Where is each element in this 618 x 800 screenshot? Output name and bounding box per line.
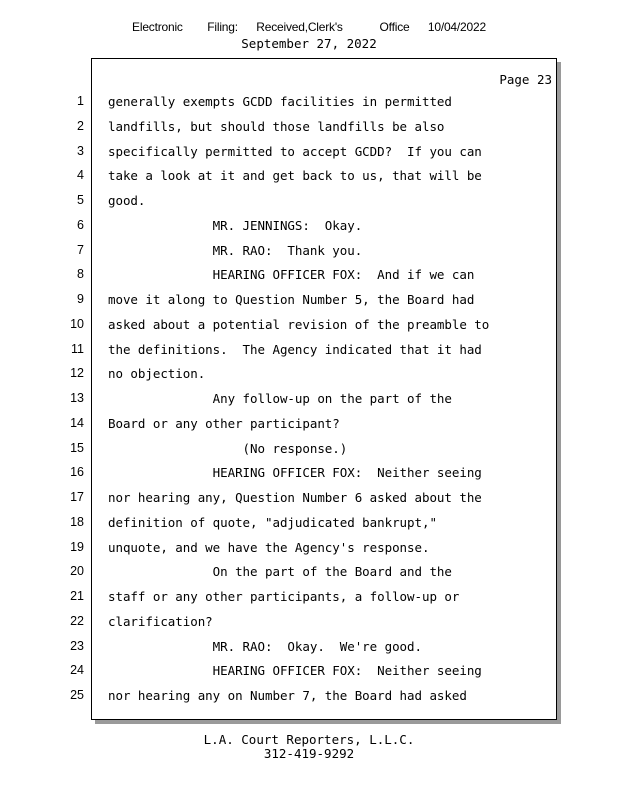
line-text: staff or any other participants, a follow-up or — [108, 589, 460, 604]
transcript-line — [0, 488, 618, 508]
transcript-line — [0, 142, 618, 162]
transcript-line — [0, 439, 618, 459]
line-number: 21 — [70, 589, 84, 603]
reporter-phone: 312-419-9292 — [263, 746, 355, 761]
line-text: nor hearing any on Number 7, the Board had asked — [108, 688, 467, 703]
line-number: 18 — [70, 514, 84, 529]
transcript-line — [0, 562, 618, 582]
transcript-line — [0, 92, 618, 112]
line-number: 5 — [77, 193, 84, 207]
line-number: 25 — [70, 688, 84, 702]
transcript-line — [0, 216, 618, 236]
line-number: 16 — [70, 465, 84, 480]
line-text: unquote, and we have the Agency's response. — [108, 539, 430, 555]
reporter-company: L.A. Court Reporters, L.L.C. — [203, 732, 415, 747]
line-text: HEARING OFFICER FOX: Neither seeing — [108, 465, 482, 481]
line-text: nor hearing any, Question Number 6 asked about the — [108, 490, 482, 505]
line-number: 23 — [70, 638, 84, 653]
transcript-line — [0, 637, 618, 657]
transcript-line — [0, 166, 618, 186]
transcript-line — [0, 414, 618, 434]
transcript-line — [0, 117, 618, 137]
line-number: 17 — [70, 490, 84, 504]
line-text: HEARING OFFICER FOX: Neither seeing — [108, 663, 482, 679]
line-text: no objection. — [108, 366, 206, 382]
line-number: 20 — [70, 564, 84, 579]
line-text: definition of quote, "adjudicated bankrupt," — [108, 514, 437, 530]
line-text: MR. RAO: Thank you. — [108, 242, 363, 258]
transcript-line — [0, 340, 618, 360]
line-text: MR. RAO: Okay. We're good. — [108, 638, 422, 654]
line-text: generally exempts GCDD facilities in permitted — [108, 94, 452, 109]
line-text: clarification? — [108, 613, 213, 629]
line-number: 7 — [77, 242, 84, 257]
line-text: (No response.) — [108, 440, 348, 456]
line-number: 8 — [77, 267, 84, 282]
line-text: Any follow-up on the part of the — [108, 391, 452, 406]
transcript-line — [0, 612, 618, 632]
line-number: 15 — [70, 440, 84, 455]
transcript-line — [0, 686, 618, 706]
line-number: 6 — [77, 217, 84, 232]
transcript-line — [0, 513, 618, 533]
line-number: 9 — [77, 292, 84, 306]
transcript-line — [0, 463, 618, 483]
line-text: move it along to Question Number 5, the Board had — [108, 292, 475, 307]
filing-stamp: Electronic Filing: Received,Clerk's Office 10/04/2022 — [132, 20, 486, 34]
transcript-line — [0, 364, 618, 384]
line-number: 13 — [70, 391, 84, 405]
line-number: 11 — [71, 341, 84, 356]
line-text: On the part of the Board and the — [108, 564, 452, 580]
transcript-line — [0, 290, 618, 310]
line-number: 12 — [70, 366, 84, 381]
line-text: good. — [108, 193, 146, 208]
page-number: Page 23 — [499, 72, 552, 87]
line-text: specifically permitted to accept GCDD? If you can — [108, 143, 482, 159]
transcript-line — [0, 538, 618, 558]
line-text: take a look at it and get back to us, that will be — [108, 168, 482, 184]
line-text: the definitions. The Agency indicated that it had — [108, 341, 482, 357]
transcript-line — [0, 315, 618, 335]
transcript-line — [0, 241, 618, 261]
transcript-line — [0, 265, 618, 285]
line-number: 3 — [77, 143, 84, 158]
line-number: 1 — [77, 94, 84, 108]
transcript-line — [0, 661, 618, 681]
line-number: 10 — [70, 316, 84, 331]
line-number: 22 — [70, 613, 84, 628]
transcript-line — [0, 587, 618, 607]
line-number: 24 — [70, 663, 84, 678]
line-number: 19 — [70, 539, 84, 554]
line-number: 14 — [70, 415, 84, 430]
line-number: 4 — [77, 168, 84, 183]
line-text: asked about a potential revision of the preamble to — [108, 316, 490, 332]
line-number: 2 — [77, 118, 84, 133]
line-text: Board or any other participant? — [108, 415, 340, 431]
footer — [0, 733, 618, 761]
line-text: MR. JENNINGS: Okay. — [108, 217, 363, 233]
transcript-line — [0, 191, 618, 211]
hearing-date: September 27, 2022 — [241, 36, 377, 51]
line-text: landfills, but should those landfills be also — [108, 118, 445, 134]
line-text: HEARING OFFICER FOX: And if we can — [108, 267, 475, 283]
transcript-line — [0, 389, 618, 409]
